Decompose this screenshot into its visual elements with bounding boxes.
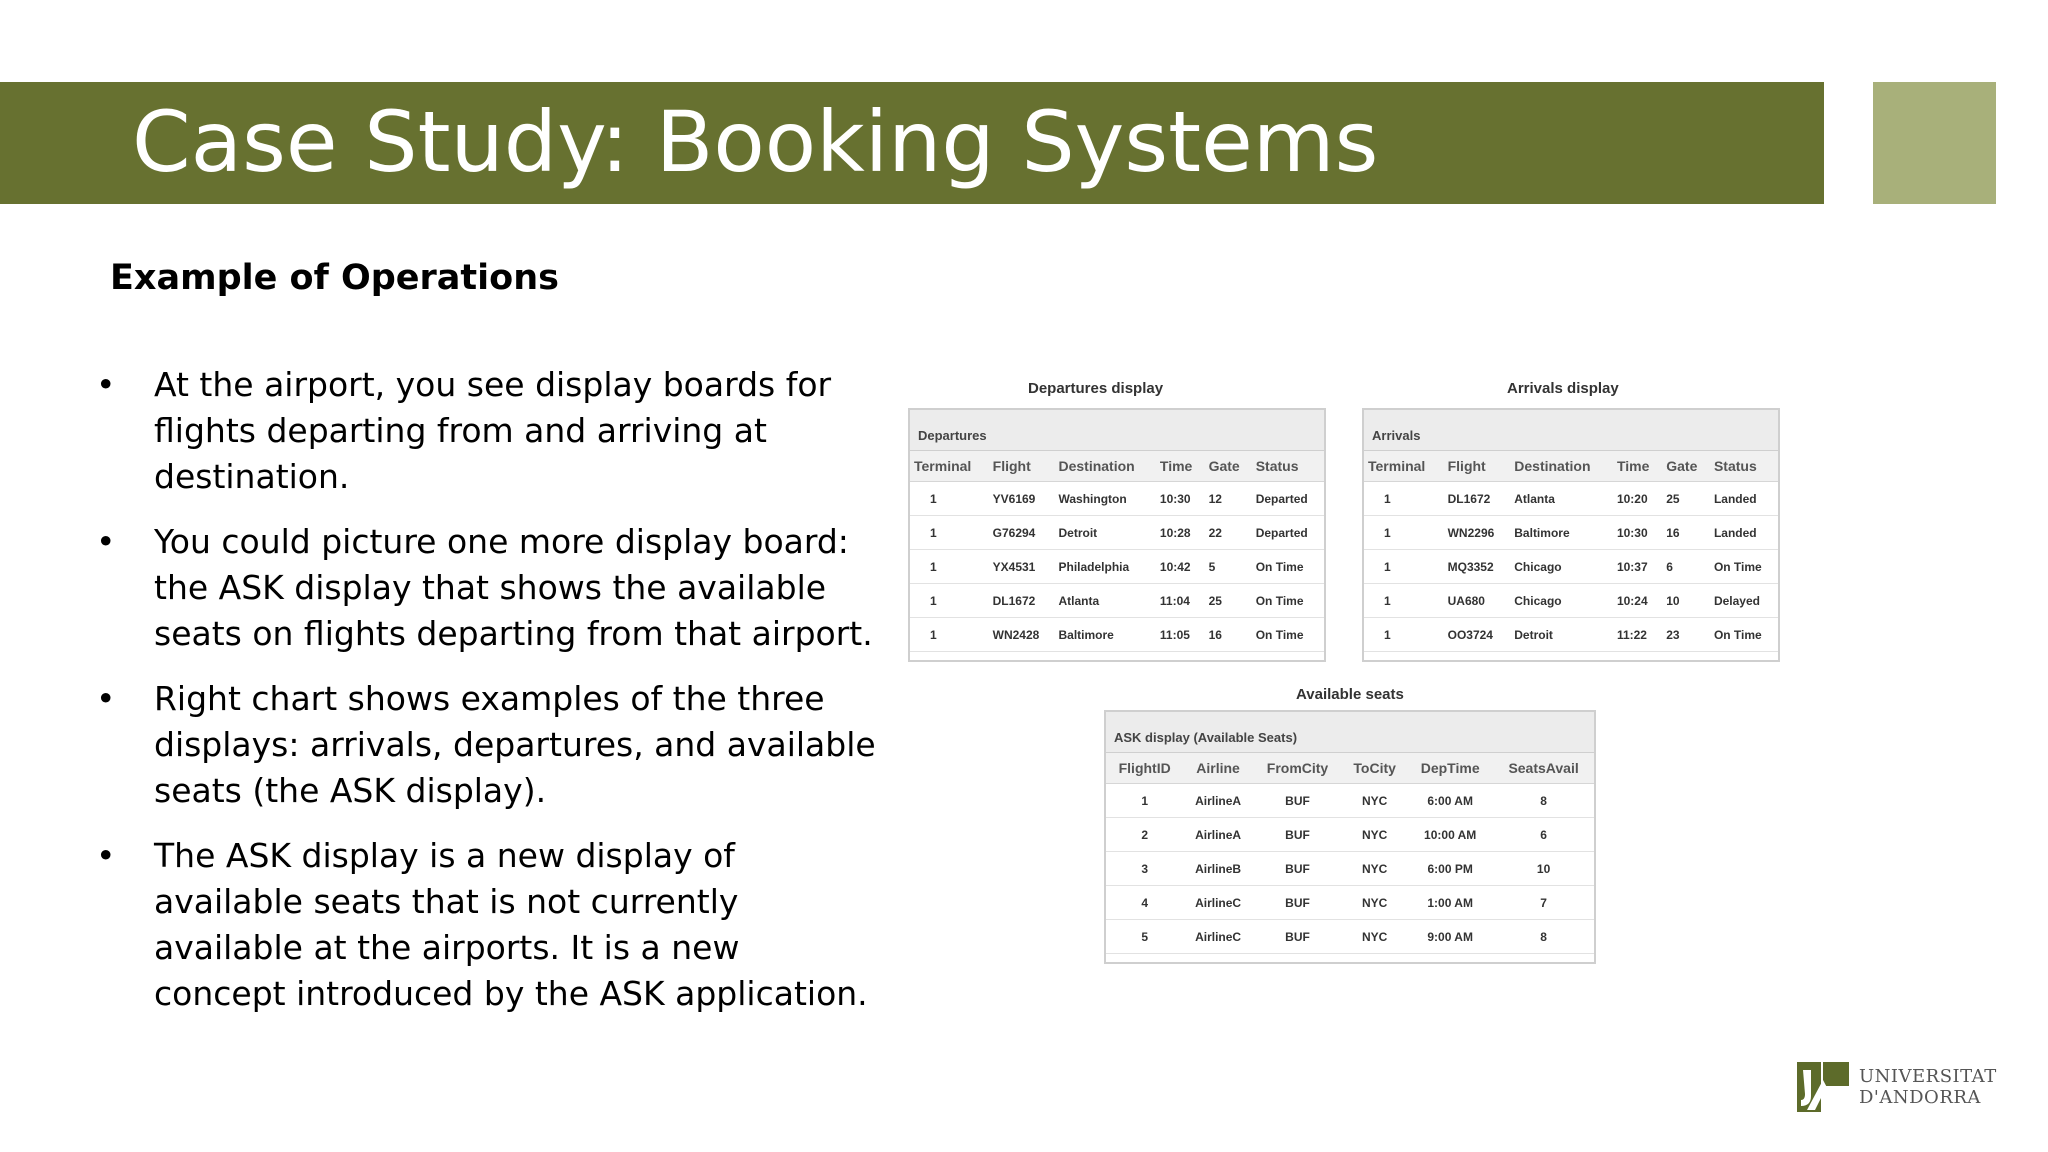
table-cell: 11:05 <box>1156 618 1205 652</box>
table-cell: 25 <box>1205 584 1252 618</box>
table-cell: 6 <box>1662 550 1710 584</box>
table-cell: 10:24 <box>1613 584 1662 618</box>
table-cell: Departed <box>1252 516 1324 550</box>
table-row <box>910 618 1324 652</box>
table-cell: 16 <box>1662 516 1710 550</box>
table-cell: AirlineA <box>1183 818 1252 852</box>
table-row <box>1364 550 1778 584</box>
table-cell: 10:30 <box>1156 482 1205 516</box>
table-cell: Chicago <box>1510 584 1613 618</box>
ask-caption: Available seats <box>1296 686 1404 703</box>
slide-subtitle: Example of Operations <box>110 258 559 298</box>
table-cell: 6 <box>1493 818 1594 852</box>
table-cell: 22 <box>1205 516 1252 550</box>
table-cell: 1 <box>1364 550 1444 584</box>
column-header: ToCity <box>1342 753 1407 784</box>
table-cell: BUF <box>1253 784 1342 818</box>
table-header-row <box>1106 753 1594 784</box>
arrivals-panel <box>1362 408 1780 662</box>
arrivals-table <box>1364 451 1778 652</box>
table-cell: 6:00 PM <box>1407 852 1493 886</box>
bullet-item <box>90 833 880 1017</box>
table-cell: 16 <box>1205 618 1252 652</box>
column-header: Flight <box>1444 451 1511 482</box>
table-cell: NYC <box>1342 852 1407 886</box>
column-header: Terminal <box>910 451 989 482</box>
table-cell: On Time <box>1252 550 1324 584</box>
arrivals-panel-title: Arrivals <box>1364 410 1778 451</box>
table-cell: Landed <box>1710 482 1778 516</box>
table-cell: WN2428 <box>989 618 1055 652</box>
table-cell: 5 <box>1106 920 1183 954</box>
table-row <box>1106 818 1594 852</box>
table-row <box>910 482 1324 516</box>
table-cell: 23 <box>1662 618 1710 652</box>
table-cell: 10:30 <box>1613 516 1662 550</box>
table-cell: DL1672 <box>989 584 1055 618</box>
column-header: Destination <box>1054 451 1155 482</box>
table-cell: NYC <box>1342 818 1407 852</box>
table-cell: AirlineC <box>1183 920 1252 954</box>
table-row <box>1364 618 1778 652</box>
ask-panel <box>1104 710 1596 964</box>
column-header: Airline <box>1183 753 1252 784</box>
table-cell: Chicago <box>1510 550 1613 584</box>
table-cell: 10 <box>1493 852 1594 886</box>
ask-table <box>1106 753 1594 954</box>
table-cell: On Time <box>1710 618 1778 652</box>
accent-square <box>1873 82 1996 204</box>
table-header-row <box>910 451 1324 482</box>
slide-title: Case Study: Booking Systems <box>132 93 1379 191</box>
table-cell: WN2296 <box>1444 516 1511 550</box>
table-cell: 1 <box>910 618 989 652</box>
university-logo-text <box>1859 1066 1997 1108</box>
table-cell: 8 <box>1493 920 1594 954</box>
table-cell: 12 <box>1205 482 1252 516</box>
bullet-dot: • <box>96 365 116 404</box>
departures-table <box>910 451 1324 652</box>
departures-board <box>908 378 1326 668</box>
table-row <box>1106 784 1594 818</box>
table-cell: MQ3352 <box>1444 550 1511 584</box>
table-cell: BUF <box>1253 852 1342 886</box>
ask-board <box>1104 684 1596 964</box>
table-cell: Baltimore <box>1054 618 1155 652</box>
column-header: FromCity <box>1253 753 1342 784</box>
table-cell: Delayed <box>1710 584 1778 618</box>
bullet-dot: • <box>96 679 116 718</box>
bullet-item <box>90 362 880 500</box>
column-header: Gate <box>1662 451 1710 482</box>
table-row <box>1106 852 1594 886</box>
table-cell: 10:42 <box>1156 550 1205 584</box>
table-cell: AirlineC <box>1183 886 1252 920</box>
table-row <box>1364 516 1778 550</box>
table-cell: 11:22 <box>1613 618 1662 652</box>
column-header: SeatsAvail <box>1493 753 1594 784</box>
university-logo <box>1797 1062 1997 1112</box>
table-row <box>1364 482 1778 516</box>
table-cell: 10:20 <box>1613 482 1662 516</box>
table-cell: 2 <box>1106 818 1183 852</box>
table-cell: 9:00 AM <box>1407 920 1493 954</box>
table-cell: On Time <box>1252 584 1324 618</box>
table-cell: 10:37 <box>1613 550 1662 584</box>
ask-panel-title: ASK display (Available Seats) <box>1106 712 1594 753</box>
university-logo-mark-icon <box>1797 1062 1849 1112</box>
table-row <box>1106 886 1594 920</box>
arrivals-board <box>1362 378 1780 668</box>
table-cell: 1 <box>910 516 989 550</box>
table-cell: 1 <box>1364 584 1444 618</box>
table-cell: 1 <box>910 550 989 584</box>
bullet-list <box>90 362 880 1036</box>
logo-line-1: UNIVERSITAT <box>1859 1066 1997 1087</box>
table-cell: 1 <box>1106 784 1183 818</box>
departures-panel <box>908 408 1326 662</box>
table-cell: Landed <box>1710 516 1778 550</box>
table-cell: UA680 <box>1444 584 1511 618</box>
table-cell: YV6169 <box>989 482 1055 516</box>
table-cell: 1 <box>1364 516 1444 550</box>
table-cell: Philadelphia <box>1054 550 1155 584</box>
column-header: Destination <box>1510 451 1613 482</box>
table-cell: On Time <box>1252 618 1324 652</box>
table-cell: 10 <box>1662 584 1710 618</box>
table-cell: 10:28 <box>1156 516 1205 550</box>
column-header: Flight <box>989 451 1055 482</box>
table-cell: AirlineA <box>1183 784 1252 818</box>
table-cell: Detroit <box>1054 516 1155 550</box>
bullet-text: Right chart shows examples of the three displays: arrivals, departures, and available seats (the ASK display). <box>154 679 876 810</box>
arrivals-caption: Arrivals display <box>1507 380 1619 397</box>
table-cell: 10:00 AM <box>1407 818 1493 852</box>
table-cell: YX4531 <box>989 550 1055 584</box>
table-cell: 11:04 <box>1156 584 1205 618</box>
table-cell: AirlineB <box>1183 852 1252 886</box>
table-row <box>910 550 1324 584</box>
table-row <box>910 516 1324 550</box>
column-header: Gate <box>1205 451 1252 482</box>
column-header: Time <box>1156 451 1205 482</box>
column-header: Time <box>1613 451 1662 482</box>
table-cell: 1:00 AM <box>1407 886 1493 920</box>
table-cell: BUF <box>1253 920 1342 954</box>
table-header-row <box>1364 451 1778 482</box>
bullet-dot: • <box>96 836 116 875</box>
table-cell: NYC <box>1342 920 1407 954</box>
table-cell: 25 <box>1662 482 1710 516</box>
table-cell: 1 <box>910 584 989 618</box>
column-header: DepTime <box>1407 753 1493 784</box>
table-cell: 7 <box>1493 886 1594 920</box>
bullet-text: The ASK display is a new display of available seats that is not currently available at the airports. It is a new concept introduced by the ASK application. <box>154 836 868 1013</box>
table-cell: Departed <box>1252 482 1324 516</box>
table-cell: Atlanta <box>1510 482 1613 516</box>
table-cell: 1 <box>1364 482 1444 516</box>
table-cell: NYC <box>1342 784 1407 818</box>
column-header: Status <box>1252 451 1324 482</box>
table-cell: On Time <box>1710 550 1778 584</box>
table-cell: Baltimore <box>1510 516 1613 550</box>
table-cell: 8 <box>1493 784 1594 818</box>
table-cell: 4 <box>1106 886 1183 920</box>
logo-line-2: D'ANDORRA <box>1859 1087 1981 1108</box>
table-cell: Atlanta <box>1054 584 1155 618</box>
departures-panel-title: Departures <box>910 410 1324 451</box>
bullet-text: You could picture one more display board: the ASK display that shows the available seats on flights departing from that airport. <box>154 522 873 653</box>
column-header: FlightID <box>1106 753 1183 784</box>
table-cell: Detroit <box>1510 618 1613 652</box>
table-cell: BUF <box>1253 886 1342 920</box>
table-row <box>910 584 1324 618</box>
bullet-item <box>90 676 880 814</box>
table-row <box>1106 920 1594 954</box>
table-cell: OO3724 <box>1444 618 1511 652</box>
table-row <box>1364 584 1778 618</box>
column-header: Status <box>1710 451 1778 482</box>
table-cell: 1 <box>1364 618 1444 652</box>
departures-caption: Departures display <box>1028 380 1164 397</box>
table-cell: Washington <box>1054 482 1155 516</box>
bullet-item <box>90 519 880 657</box>
table-cell: 5 <box>1205 550 1252 584</box>
table-cell: BUF <box>1253 818 1342 852</box>
table-cell: NYC <box>1342 886 1407 920</box>
table-cell: DL1672 <box>1444 482 1511 516</box>
table-cell: 3 <box>1106 852 1183 886</box>
table-cell: 1 <box>910 482 989 516</box>
bullet-dot: • <box>96 522 116 561</box>
bullet-text: At the airport, you see display boards for flights departing from and arriving at destination. <box>154 365 832 496</box>
column-header: Terminal <box>1364 451 1444 482</box>
table-cell: 6:00 AM <box>1407 784 1493 818</box>
table-cell: G76294 <box>989 516 1055 550</box>
